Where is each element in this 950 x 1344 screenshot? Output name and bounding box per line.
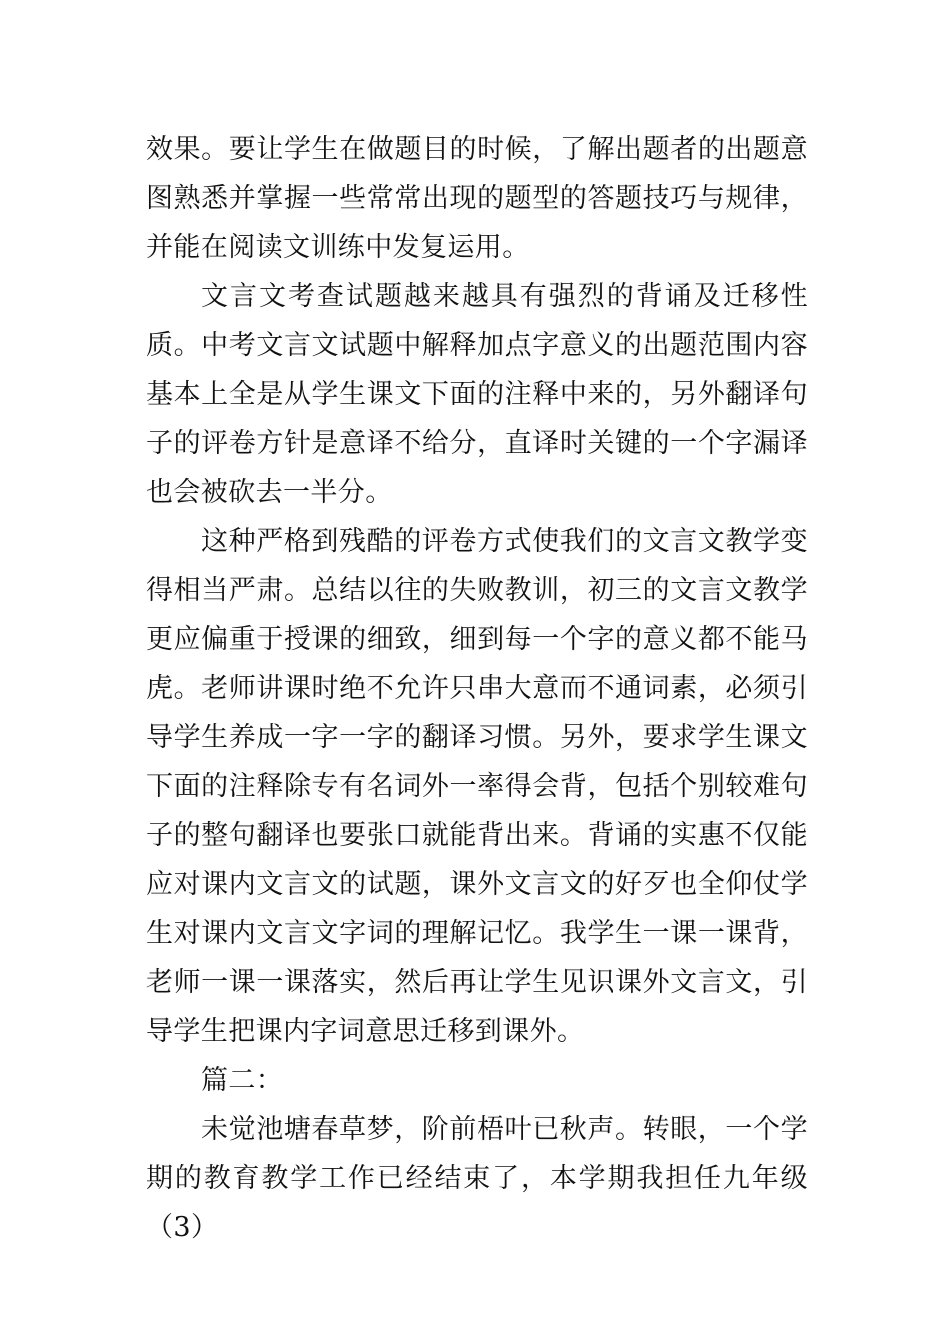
section-heading: 篇二： — [201, 1065, 284, 1096]
document-body — [146, 125, 808, 1252]
paragraph-2: 文言文考查试题越来越具有强烈的背诵及迁移性质。中考文言文试题中解释加点字意义的出题范围内容基本上全是从学生课文下面的注释中来的，另外翻译句子的评卷方针是意译不给分，直译时关键的一个字漏译也会被砍去一半分。 — [146, 281, 808, 508]
paragraph-4: 未觉池塘春草梦，阶前梧叶已秋声。转眼，一个学期的教育教学工作已经结束了，本学期我担任九年级（3） — [146, 1114, 808, 1243]
paragraph-1: 效果。要让学生在做题目的时候，了解出题者的出题意图熟悉并掌握一些常常出现的题型的答题技巧与规律，并能在阅读文训练中发复运用。 — [146, 134, 808, 263]
paragraph-3: 这种严格到残酷的评卷方式使我们的文言文教学变得相当严肃。总结以往的失败教训，初三的文言文教学更应偏重于授课的细致，细到每一个字的意义都不能马虎。老师讲课时绝不允许只串大意而不通词素，必须引导学生养成一字一字的翻译习惯。另外，要求学生课文下面的注释除专有名词外一率得会背，包括个别较难句子的整句翻译也要张口就能背出来。背诵的实惠不仅能应对课内文言文的试题，课外文言文的好歹也全仰仗学生对课内文言文字词的理解记忆。我学生一课一课背，老师一课一课落实，然后再让学生见识课外文言文，引导学生把课内字词意思迁移到课外。 — [146, 526, 808, 1047]
